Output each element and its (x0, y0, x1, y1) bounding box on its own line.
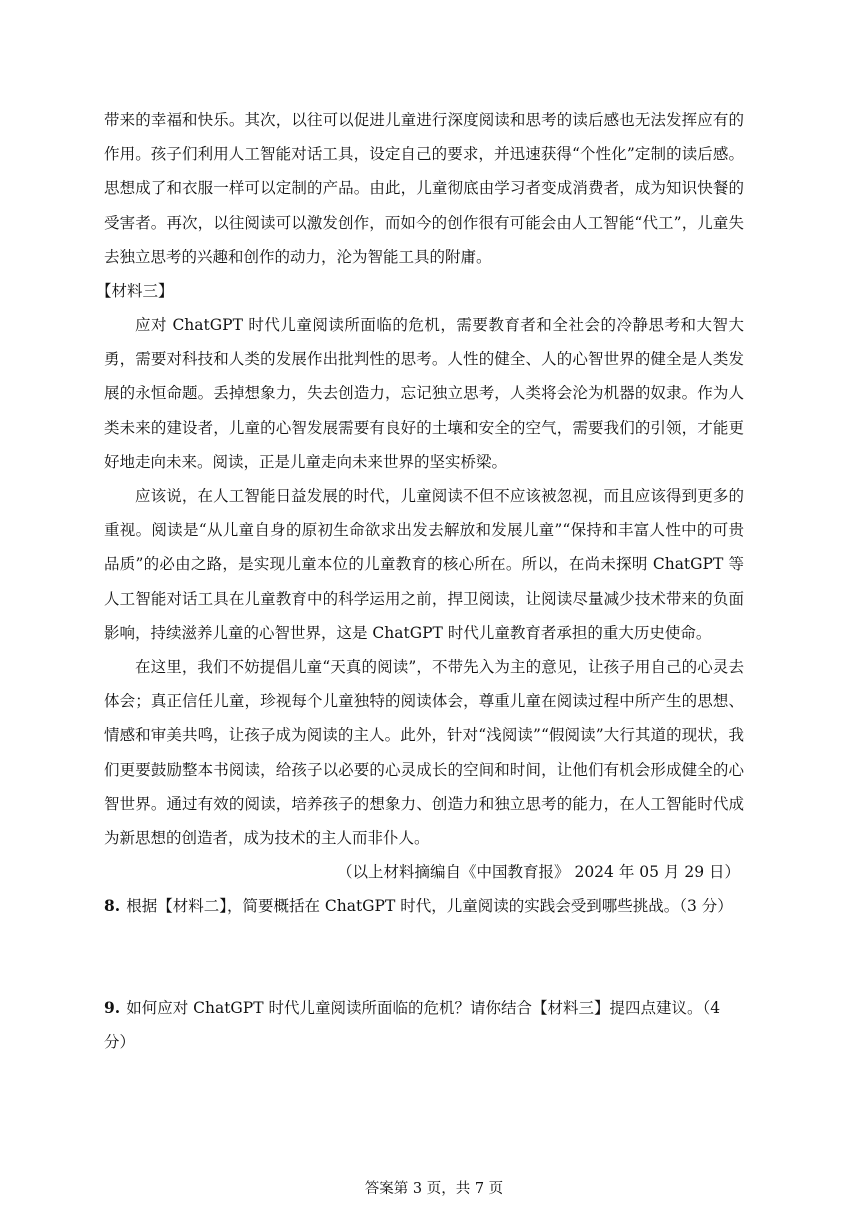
source-citation: （以上材料摘编自《中国教育报》 2024 年 05 月 29 日） (337, 863, 740, 882)
question-text: 如何应对 ChatGPT 时代儿童阅读所面临的危机？请你结合【材料三】提四点建议。（4 分） (104, 999, 721, 1052)
paragraph-continued: 带来的幸福和快乐。其次，以往可以促进儿童进行深度阅读和思考的读后感也无法发挥应有的作用。孩子们利用人工智能对话工具，设定自己的要求，并迅速获得“个性化”定制的读后感。思想成了和衣服一样可以定制的产品。由此，儿童彻底由学习者变成消费者，成为知识快餐的受害者。再次，以往阅读可以激发创作，而如今的创作很有可能会由人工智能“代工”，儿童失去独立思考的兴趣和创作的动力，沦为智能工具的附庸。 (104, 111, 744, 266)
question-text: 根据【材料二】，简要概括在 ChatGPT 时代，儿童阅读的实践会受到哪些挑战。（3 分） (126, 897, 733, 916)
question-number: 9. (104, 998, 121, 1018)
material-three-paragraph-1: 应对 ChatGPT 时代儿童阅读所面临的危机，需要教育者和全社会的冷静思考和大智大勇，需要对科技和人类的发展作出批判性的思考。人性的健全、人的心智世界的健全是人类发展的永恒命题。丢掉想象力，失去创造力，忘记独立思考，人类将会沦为机器的奴隶。作为人类未来的建设者，儿童的心智发展需要有良好的土壤和安全的空气，需要我们的引领，才能更好地走向未来。阅读，正是儿童走向未来世界的坚实桥梁。 (104, 316, 744, 471)
material-three-heading: 【材料三】 (96, 282, 174, 301)
question-number: 8. (104, 896, 121, 916)
material-three-paragraph-2: 应该说，在人工智能日益发展的时代，儿童阅读不但不应该被忽视，而且应该得到更多的重视。阅读是“从儿童自身的原初生命欲求出发去解放和发展儿童”“保持和丰富人性中的可贵品质”的必由之路，是实现儿童本位的儿童教育的核心所在。所以，在尚未探明 ChatGPT 等人工智能对话工具在儿童教育中的科学运用之前，捍卫阅读，让阅读尽量减少技术带来的负面影响，持续滋养儿童的心智世界，这是 ChatGPT 时代儿童教育者承担的重大历史使命。 (104, 487, 744, 642)
question-8 (104, 889, 744, 923)
page-footer: 答案第 3 页，共 7 页 (364, 1181, 504, 1197)
question-9 (104, 991, 744, 1059)
page-content (96, 103, 744, 1059)
material-three-paragraph-3: 在这里，我们不妨提倡儿童“天真的阅读”，不带先入为主的意见，让孩子用自己的心灵去体会；真正信任儿童，珍视每个儿童独特的阅读体会，尊重儿童在阅读过程中所产生的思想、情感和审美共鸣，让孩子成为阅读的主人。此外，针对“浅阅读”“假阅读”大行其道的现状，我们更要鼓励整本书阅读，给孩子以必要的心灵成长的空间和时间，让他们有机会形成健全的心智世界。通过有效的阅读，培养孩子的想象力、创造力和独立思考的能力，在人工智能时代成为新思想的创造者，成为技术的主人而非仆人。 (104, 658, 744, 848)
